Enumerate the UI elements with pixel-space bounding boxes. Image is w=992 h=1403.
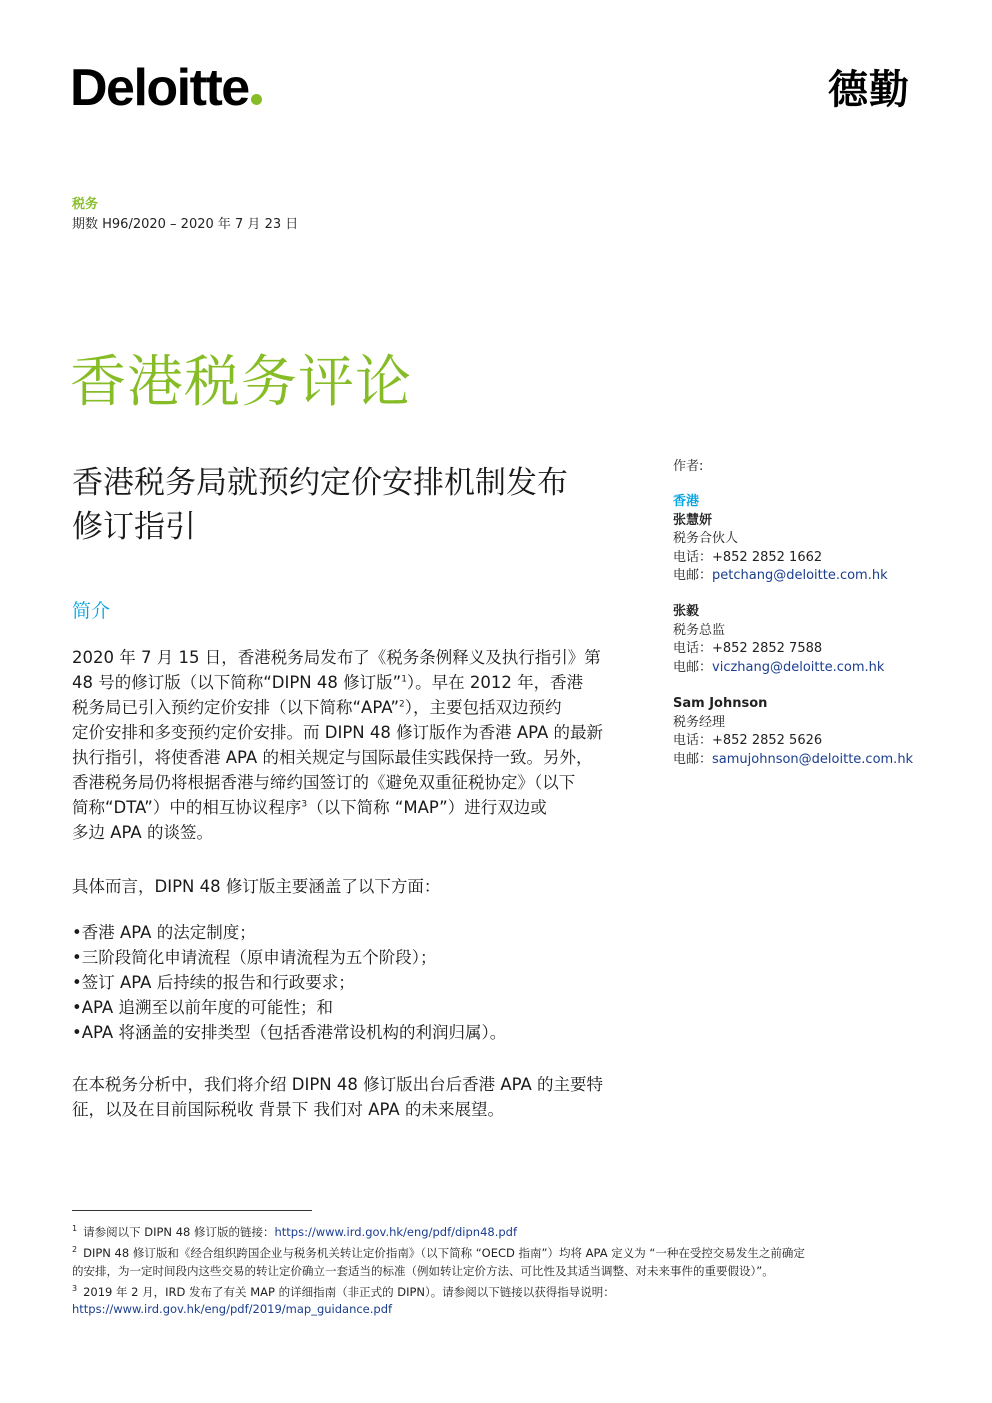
author-email-link[interactable]: samujohnson@deloitte.com.hk [712, 751, 914, 767]
logo-dot [251, 94, 262, 105]
article-title-line-2: 修订指引 [72, 509, 196, 545]
author-title: 税务总监 [673, 622, 726, 638]
author-email-row: 电邮：petchang@deloitte.com.hk [673, 568, 888, 583]
para-line: 定价安排和多变预约定价安排。而 DIPN 48 修订版作为香港 APA 的最新 [72, 723, 604, 742]
list-item: •APA 追溯至以前年度的可能性；和 [72, 998, 333, 1017]
author-email-row: 电邮：samujohnson@deloitte.com.hk [673, 751, 914, 767]
article-title-line-1: 香港税务局就预约定价安排机制发布 [72, 465, 568, 501]
logo-text: Deloitte [70, 59, 249, 117]
author-email-row: 电邮：viczhang@deloitte.com.hk [673, 659, 885, 675]
issue-date: 期数 H96/2020 – 2020 年 7 月 23 日 [72, 217, 299, 232]
footnote-3-link[interactable]: https://www.ird.gov.hk/eng/pdf/2019/map_guidance.pdf [72, 1302, 393, 1317]
author-name: 张毅 [673, 604, 700, 619]
footnote-1: $^1$ 请参阅以下 DIPN 48 修订版的链接：https://www.ird.gov.hk/eng/pdf/dipn48.pdf [72, 1224, 518, 1239]
deloitte-logo [70, 59, 262, 117]
authors-block [673, 493, 888, 586]
intro-paragraph [72, 645, 652, 845]
footnote-2-cont: 的安排，为一定时间段内这些交易的转让定价确立一套适当的标准（例如转让定价方法、可比性及其适当调整、对未来事件的重要假设）”。 [72, 1263, 774, 1278]
footnote-2: $^2$ DIPN 48 修订版和《经合组织跨国企业与税务机关转让定价指南》（以下简称 “OECD 指南”）均将 APA 定义为 “一种在受控交易发生之前确定 [72, 1244, 805, 1260]
para-line: 简称“DTA”）中的相互协议程序$^3$（以下简称 “MAP”）进行双边或 [72, 798, 547, 817]
para-line: 香港税务局仍将根据香港与缔约国签订的《避免双重征税协定》（以下 [72, 773, 576, 792]
list-item: •APA 将涵盖的安排类型（包括香港常设机构的利润归属）。 [72, 1023, 507, 1042]
authors-region: 香港 [673, 494, 700, 509]
para-line: 在本税务分析中，我们将介绍 DIPN 48 修订版出台后香港 APA 的主要特 [72, 1075, 604, 1094]
list-item: •香港 APA 的法定制度； [72, 923, 256, 942]
footnote-1-link[interactable]: https://www.ird.gov.hk/eng/pdf/dipn48.pdf [274, 1224, 518, 1239]
intro-heading: 简介 [72, 600, 111, 622]
footnote-divider [72, 1210, 312, 1211]
scope-paragraph: 具体而言，DIPN 48 修订版主要涵盖了以下方面： [72, 877, 441, 896]
footnotes [72, 1220, 922, 1318]
author-name: Sam Johnson [673, 696, 768, 711]
author-title: 税务合伙人 [673, 531, 739, 546]
author-phone: 电话：+852 2852 1662 [673, 549, 823, 565]
footnote-ref-2[interactable]: 2 [399, 699, 405, 710]
author-phone: 电话：+852 2852 7588 [673, 641, 823, 656]
article-title [72, 461, 652, 549]
authors-label: 作者: [673, 459, 704, 474]
para-line: 多边 APA 的谈签。 [72, 823, 213, 842]
para-line: 税务局已引入预约定价安排（以下简称“APA”$^2$），主要包括双边预约 [72, 698, 562, 717]
author-block [673, 603, 884, 677]
category-label: 税务 [72, 197, 99, 212]
page-title: 香港税务评论 [70, 350, 412, 415]
author-name: 张慧妍 [673, 512, 713, 528]
para-line: 48 号的修订版（以下简称“DIPN 48 修订版”$^1$）。早在 2012 年，香港 [72, 673, 584, 692]
author-email-link[interactable]: petchang@deloitte.com.hk [712, 568, 888, 583]
para-line: 执行指引，将使香港 APA 的相关规定与国际最佳实践保持一致。另外， [72, 748, 593, 767]
footnote-ref-3[interactable]: 3 [301, 799, 308, 810]
author-block [673, 695, 913, 769]
scope-bullet-list [72, 920, 652, 1045]
list-item: •签订 APA 后持续的报告和行政要求； [72, 973, 355, 992]
author-phone: 电话：+852 2852 5626 [673, 733, 823, 748]
footnote-3: $^3$ 2019 年 2 月，IRD 发布了有关 MAP 的详细指南（非正式的 DIPN）。请参阅以下链接以获得指导说明： [72, 1283, 615, 1299]
logo-chinese: 德勤 [828, 67, 910, 113]
author-email-link[interactable]: viczhang@deloitte.com.hk [712, 659, 885, 675]
para-line: 2020 年 7 月 15 日，香港税务局发布了《税务条例释义及执行指引》第 [72, 648, 601, 667]
author-title: 税务经理 [673, 714, 726, 730]
para-line: 征，以及在目前国际税收 背景下 我们对 APA 的未来展望。 [72, 1100, 504, 1119]
analysis-paragraph [72, 1072, 652, 1122]
list-item: •三阶段简化申请流程（原申请流程为五个阶段）； [72, 948, 437, 967]
footnote-ref-1[interactable]: 1 [401, 674, 407, 685]
